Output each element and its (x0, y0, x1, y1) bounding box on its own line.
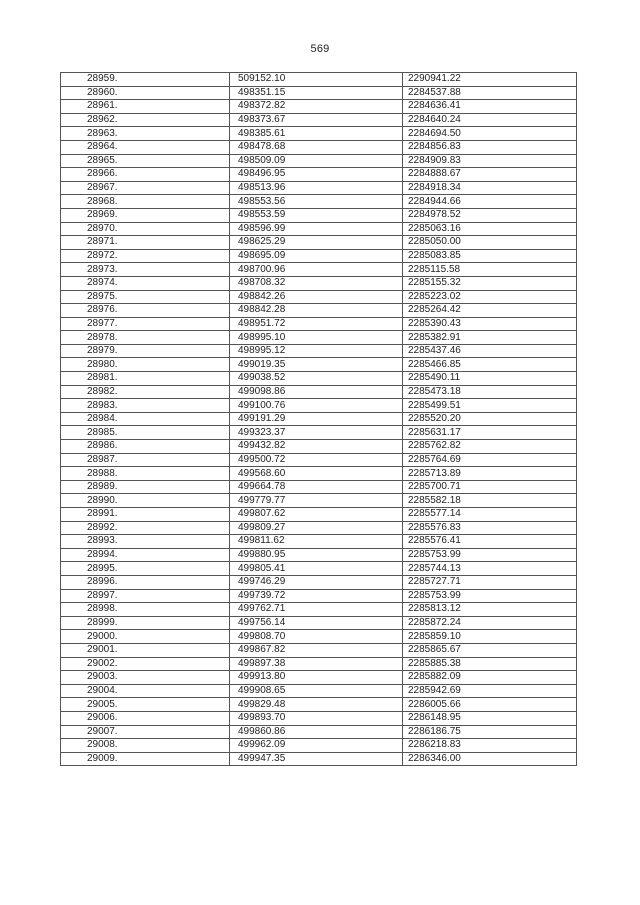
point-id-cell: 29000. (61, 630, 230, 644)
y-coordinate-cell: 2285063.16 (403, 222, 577, 236)
table-row (61, 317, 577, 331)
x-coordinate-cell: 498995.12 (230, 344, 403, 358)
point-id-cell: 28962. (61, 113, 230, 127)
point-id-cell: 28979. (61, 344, 230, 358)
table-row (61, 168, 577, 182)
table-row (61, 236, 577, 250)
y-coordinate-cell: 2285744.13 (403, 562, 577, 576)
y-coordinate-cell: 2285872.24 (403, 616, 577, 630)
x-coordinate-cell: 498708.32 (230, 276, 403, 290)
point-id-cell: 28972. (61, 249, 230, 263)
y-coordinate-cell: 2285631.17 (403, 426, 577, 440)
y-coordinate-cell: 2285713.89 (403, 467, 577, 481)
table-row (61, 725, 577, 739)
x-coordinate-cell: 499323.37 (230, 426, 403, 440)
point-id-cell: 28993. (61, 535, 230, 549)
point-id-cell: 28999. (61, 616, 230, 630)
table-row (61, 426, 577, 440)
point-id-cell: 28981. (61, 372, 230, 386)
x-coordinate-cell: 498625.29 (230, 236, 403, 250)
x-coordinate-cell: 499962.09 (230, 739, 403, 753)
y-coordinate-cell: 2285762.82 (403, 440, 577, 454)
point-id-cell: 28959. (61, 73, 230, 87)
x-coordinate-cell: 498842.26 (230, 290, 403, 304)
point-id-cell: 28961. (61, 100, 230, 114)
point-id-cell: 28977. (61, 317, 230, 331)
point-id-cell: 28986. (61, 440, 230, 454)
x-coordinate-cell: 498596.99 (230, 222, 403, 236)
x-coordinate-cell: 499829.48 (230, 698, 403, 712)
point-id-cell: 28963. (61, 127, 230, 141)
x-coordinate-cell: 499019.35 (230, 358, 403, 372)
table-row (61, 548, 577, 562)
table-row (61, 263, 577, 277)
y-coordinate-cell: 2285942.69 (403, 684, 577, 698)
y-coordinate-cell: 2285753.99 (403, 589, 577, 603)
y-coordinate-cell: 2285390.43 (403, 317, 577, 331)
table-row (61, 616, 577, 630)
y-coordinate-cell: 2285576.41 (403, 535, 577, 549)
x-coordinate-cell: 499756.14 (230, 616, 403, 630)
table-row (61, 249, 577, 263)
x-coordinate-cell: 499811.62 (230, 535, 403, 549)
y-coordinate-cell: 2285115.58 (403, 263, 577, 277)
table-row (61, 208, 577, 222)
y-coordinate-cell: 2285764.69 (403, 453, 577, 467)
y-coordinate-cell: 2285382.91 (403, 331, 577, 345)
y-coordinate-cell: 2286186.75 (403, 725, 577, 739)
table-row (61, 304, 577, 318)
table-row (61, 752, 577, 766)
table-row (61, 440, 577, 454)
point-id-cell: 28960. (61, 86, 230, 100)
x-coordinate-cell: 499809.27 (230, 521, 403, 535)
y-coordinate-cell: 2285264.42 (403, 304, 577, 318)
table-row (61, 100, 577, 114)
y-coordinate-cell: 2285083.85 (403, 249, 577, 263)
y-coordinate-cell: 2285813.12 (403, 603, 577, 617)
y-coordinate-cell: 2284640.24 (403, 113, 577, 127)
table-row (61, 467, 577, 481)
point-id-cell: 28964. (61, 140, 230, 154)
x-coordinate-cell: 498373.67 (230, 113, 403, 127)
y-coordinate-cell: 2286346.00 (403, 752, 577, 766)
coordinates-table-body (61, 73, 577, 766)
table-row (61, 480, 577, 494)
x-coordinate-cell: 499191.29 (230, 412, 403, 426)
x-coordinate-cell: 499746.29 (230, 575, 403, 589)
table-row (61, 372, 577, 386)
table-row (61, 671, 577, 685)
point-id-cell: 29009. (61, 752, 230, 766)
table-row (61, 331, 577, 345)
point-id-cell: 28978. (61, 331, 230, 345)
table-row (61, 181, 577, 195)
x-coordinate-cell: 499762.71 (230, 603, 403, 617)
point-id-cell: 28973. (61, 263, 230, 277)
point-id-cell: 28995. (61, 562, 230, 576)
x-coordinate-cell: 498385.61 (230, 127, 403, 141)
y-coordinate-cell: 2290941.22 (403, 73, 577, 87)
x-coordinate-cell: 499880.95 (230, 548, 403, 562)
x-coordinate-cell: 499779.77 (230, 494, 403, 508)
y-coordinate-cell: 2285700.71 (403, 480, 577, 494)
x-coordinate-cell: 498695.09 (230, 249, 403, 263)
y-coordinate-cell: 2285490.11 (403, 372, 577, 386)
x-coordinate-cell: 499867.82 (230, 643, 403, 657)
point-id-cell: 29006. (61, 711, 230, 725)
table-row (61, 399, 577, 413)
y-coordinate-cell: 2286005.66 (403, 698, 577, 712)
table-row (61, 86, 577, 100)
x-coordinate-cell: 499860.86 (230, 725, 403, 739)
point-id-cell: 29002. (61, 657, 230, 671)
table-row (61, 630, 577, 644)
point-id-cell: 28984. (61, 412, 230, 426)
table-row (61, 603, 577, 617)
point-id-cell: 29008. (61, 739, 230, 753)
point-id-cell: 28980. (61, 358, 230, 372)
table-row (61, 739, 577, 753)
table-row (61, 140, 577, 154)
y-coordinate-cell: 2285437.46 (403, 344, 577, 358)
y-coordinate-cell: 2285727.71 (403, 575, 577, 589)
table-row (61, 643, 577, 657)
y-coordinate-cell: 2285882.09 (403, 671, 577, 685)
y-coordinate-cell: 2285865.67 (403, 643, 577, 657)
table-row (61, 711, 577, 725)
point-id-cell: 28992. (61, 521, 230, 535)
point-id-cell: 28996. (61, 575, 230, 589)
table-row (61, 222, 577, 236)
point-id-cell: 28990. (61, 494, 230, 508)
point-id-cell: 28976. (61, 304, 230, 318)
table-row (61, 154, 577, 168)
x-coordinate-cell: 499807.62 (230, 508, 403, 522)
x-coordinate-cell: 499038.52 (230, 372, 403, 386)
x-coordinate-cell: 499893.70 (230, 711, 403, 725)
y-coordinate-cell: 2284978.52 (403, 208, 577, 222)
point-id-cell: 28969. (61, 208, 230, 222)
point-id-cell: 29004. (61, 684, 230, 698)
point-id-cell: 28989. (61, 480, 230, 494)
point-id-cell: 29001. (61, 643, 230, 657)
y-coordinate-cell: 2285582.18 (403, 494, 577, 508)
point-id-cell: 29005. (61, 698, 230, 712)
table-row (61, 521, 577, 535)
table-row (61, 412, 577, 426)
y-coordinate-cell: 2285223.02 (403, 290, 577, 304)
table-row (61, 290, 577, 304)
x-coordinate-cell: 498700.96 (230, 263, 403, 277)
x-coordinate-cell: 498553.59 (230, 208, 403, 222)
y-coordinate-cell: 2285050.00 (403, 236, 577, 250)
point-id-cell: 28998. (61, 603, 230, 617)
point-id-cell: 28971. (61, 236, 230, 250)
y-coordinate-cell: 2285753.99 (403, 548, 577, 562)
point-id-cell: 28994. (61, 548, 230, 562)
x-coordinate-cell: 498951.72 (230, 317, 403, 331)
x-coordinate-cell: 498496.95 (230, 168, 403, 182)
y-coordinate-cell: 2284537.88 (403, 86, 577, 100)
x-coordinate-cell: 498553.56 (230, 195, 403, 209)
y-coordinate-cell: 2284694.50 (403, 127, 577, 141)
y-coordinate-cell: 2285885.38 (403, 657, 577, 671)
table-row (61, 589, 577, 603)
table-row (61, 698, 577, 712)
y-coordinate-cell: 2284909.83 (403, 154, 577, 168)
table-row (61, 453, 577, 467)
y-coordinate-cell: 2285473.18 (403, 385, 577, 399)
x-coordinate-cell: 498513.96 (230, 181, 403, 195)
x-coordinate-cell: 498372.82 (230, 100, 403, 114)
point-id-cell: 28967. (61, 181, 230, 195)
y-coordinate-cell: 2285466.85 (403, 358, 577, 372)
point-id-cell: 28975. (61, 290, 230, 304)
y-coordinate-cell: 2284888.67 (403, 168, 577, 182)
y-coordinate-cell: 2284944.66 (403, 195, 577, 209)
point-id-cell: 28974. (61, 276, 230, 290)
x-coordinate-cell: 499908.65 (230, 684, 403, 698)
table-row (61, 127, 577, 141)
table-row (61, 562, 577, 576)
table-row (61, 195, 577, 209)
x-coordinate-cell: 499100.76 (230, 399, 403, 413)
y-coordinate-cell: 2284856.83 (403, 140, 577, 154)
x-coordinate-cell: 499098.86 (230, 385, 403, 399)
y-coordinate-cell: 2285859.10 (403, 630, 577, 644)
point-id-cell: 28970. (61, 222, 230, 236)
x-coordinate-cell: 499500.72 (230, 453, 403, 467)
point-id-cell: 28991. (61, 508, 230, 522)
y-coordinate-cell: 2285577.14 (403, 508, 577, 522)
table-row (61, 575, 577, 589)
table-row (61, 657, 577, 671)
table-row (61, 684, 577, 698)
y-coordinate-cell: 2284636.41 (403, 100, 577, 114)
table-row (61, 276, 577, 290)
table-row (61, 385, 577, 399)
table-row (61, 508, 577, 522)
y-coordinate-cell: 2284918.34 (403, 181, 577, 195)
x-coordinate-cell: 499897.38 (230, 657, 403, 671)
point-id-cell: 28968. (61, 195, 230, 209)
point-id-cell: 28966. (61, 168, 230, 182)
table-row (61, 113, 577, 127)
y-coordinate-cell: 2285155.32 (403, 276, 577, 290)
point-id-cell: 28965. (61, 154, 230, 168)
x-coordinate-cell: 498509.09 (230, 154, 403, 168)
y-coordinate-cell: 2285499.51 (403, 399, 577, 413)
x-coordinate-cell: 499805.41 (230, 562, 403, 576)
x-coordinate-cell: 498351.15 (230, 86, 403, 100)
point-id-cell: 28983. (61, 399, 230, 413)
point-id-cell: 28982. (61, 385, 230, 399)
x-coordinate-cell: 498995.10 (230, 331, 403, 345)
x-coordinate-cell: 499664.78 (230, 480, 403, 494)
table-row (61, 358, 577, 372)
page-number: 569 (310, 43, 330, 55)
x-coordinate-cell: 499568.60 (230, 467, 403, 481)
x-coordinate-cell: 499808.70 (230, 630, 403, 644)
table-row (61, 535, 577, 549)
point-id-cell: 28987. (61, 453, 230, 467)
point-id-cell: 28985. (61, 426, 230, 440)
x-coordinate-cell: 499432.82 (230, 440, 403, 454)
y-coordinate-cell: 2286218.83 (403, 739, 577, 753)
x-coordinate-cell: 499739.72 (230, 589, 403, 603)
y-coordinate-cell: 2285520.20 (403, 412, 577, 426)
table-row (61, 73, 577, 87)
x-coordinate-cell: 498478.68 (230, 140, 403, 154)
x-coordinate-cell: 499913.80 (230, 671, 403, 685)
point-id-cell: 28988. (61, 467, 230, 481)
y-coordinate-cell: 2286148.95 (403, 711, 577, 725)
point-id-cell: 29007. (61, 725, 230, 739)
y-coordinate-cell: 2285576.83 (403, 521, 577, 535)
x-coordinate-cell: 499947.35 (230, 752, 403, 766)
x-coordinate-cell: 498842.28 (230, 304, 403, 318)
point-id-cell: 28997. (61, 589, 230, 603)
coordinates-table (60, 72, 577, 766)
point-id-cell: 29003. (61, 671, 230, 685)
table-row (61, 494, 577, 508)
x-coordinate-cell: 509152.10 (230, 73, 403, 87)
table-row (61, 344, 577, 358)
